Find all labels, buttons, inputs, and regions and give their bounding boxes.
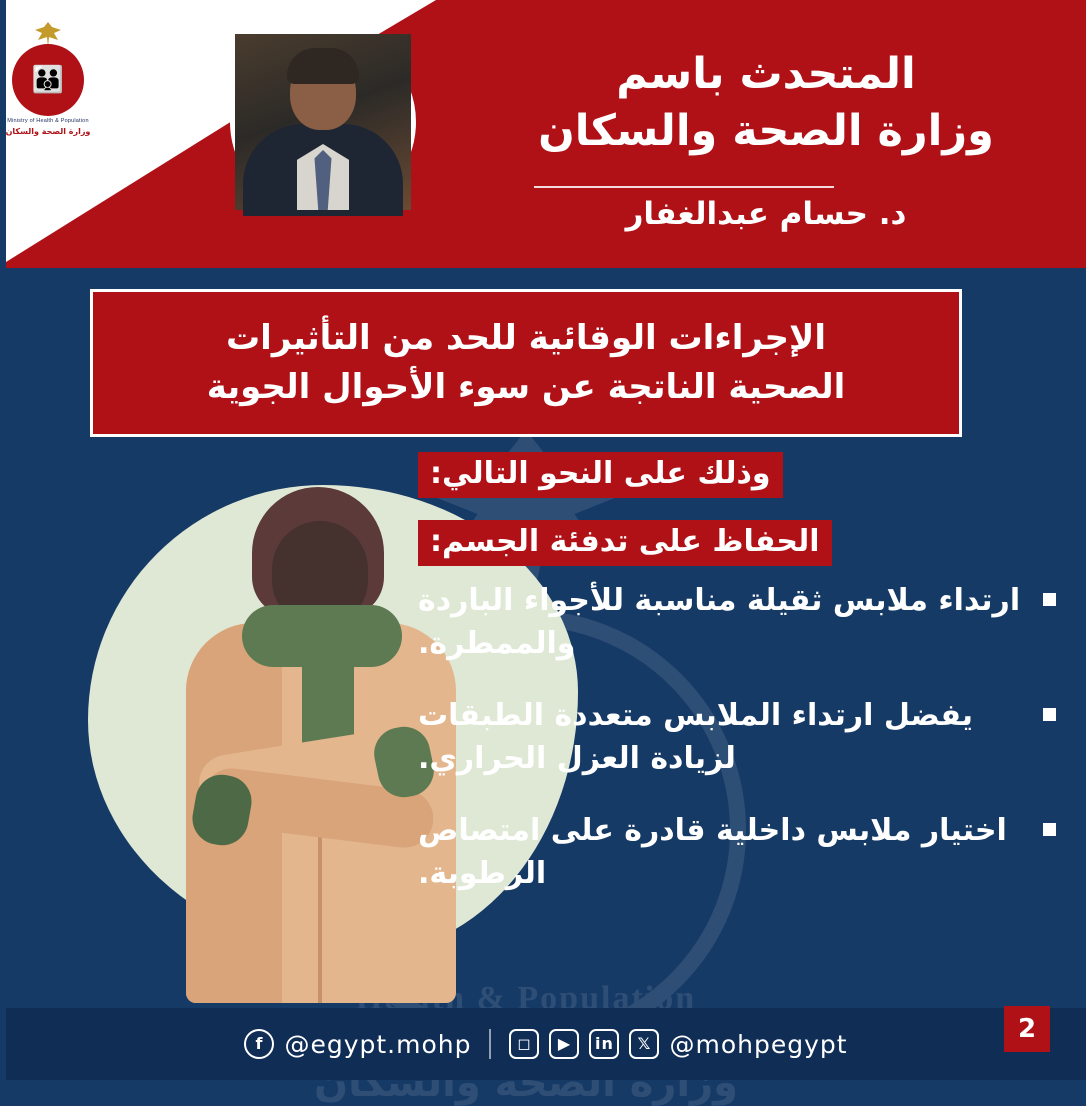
- advice-list: [418, 580, 1058, 896]
- section-tag-row: [418, 520, 1058, 566]
- header-banner: [6, 0, 1086, 268]
- page-title: [446, 46, 1086, 160]
- watermark-arabic-text: وزارة الصحة والسكان: [313, 1060, 739, 1106]
- family-glyph: 👪: [31, 65, 65, 95]
- headline-text: [179, 314, 874, 413]
- list-item-text: ارتداء ملابس ثقيلة مناسبة للأجواء الباردة والممطرة.: [418, 583, 1021, 661]
- headline-line2: الصحية الناتجة عن سوء الأحوال الجوية: [206, 367, 846, 407]
- footer-bar: [6, 1008, 1086, 1080]
- header-divider: [534, 186, 834, 188]
- headline-box: [90, 289, 962, 437]
- footer-divider: [489, 1029, 491, 1059]
- x-twitter-icon[interactable]: 𝕏: [629, 1029, 659, 1059]
- avatar: [230, 29, 416, 215]
- list-item: [418, 695, 1058, 780]
- list-item-text: اختيار ملابس داخلية قادرة على امتصاص الرطوبة.: [418, 813, 1007, 891]
- logo-english-text: Ministry of Health & Population: [7, 118, 89, 124]
- linkedin-icon[interactable]: in: [589, 1029, 619, 1059]
- watermark-english-text: Health & Population: [355, 980, 697, 1017]
- social-links: [244, 1029, 847, 1059]
- scarf: [242, 605, 402, 667]
- family-health-icon: [12, 44, 84, 116]
- headline-line1: الإجراءات الوقائية للحد من التأثيرات: [226, 317, 826, 358]
- facebook-icon[interactable]: f: [244, 1029, 274, 1059]
- section-tag: الحفاظ على تدفئة الجسم:: [418, 520, 832, 566]
- ministry-logo: [0, 22, 96, 142]
- bullet-square-icon: [1043, 823, 1056, 836]
- header-title-line1: المتحدث باسم: [616, 49, 916, 99]
- page-number-badge: 2: [1004, 1006, 1050, 1052]
- facebook-handle[interactable]: @egypt.mohp: [284, 1029, 472, 1059]
- intro-tag-row: [418, 452, 1058, 498]
- list-item: [418, 810, 1058, 895]
- other-handle[interactable]: @mohpegypt: [669, 1029, 848, 1059]
- portrait-hair: [287, 48, 359, 84]
- bullet-square-icon: [1043, 593, 1056, 606]
- header-title-line2: وزارة الصحة والسكان: [538, 105, 994, 156]
- list-item-text: يفضل ارتداء الملابس متعددة الطبقات لزيادة العزل الحراري.: [418, 698, 974, 776]
- intro-tag: وذلك على النحو التالي:: [418, 452, 783, 498]
- bullet-square-icon: [1043, 708, 1056, 721]
- header-subtitle: د. حسام عبدالغفار: [625, 196, 907, 232]
- instagram-icon[interactable]: ◻: [509, 1029, 539, 1059]
- logo-arabic-text: وزارة الصحة والسكان: [5, 127, 91, 136]
- list-item: [418, 580, 1058, 665]
- youtube-icon[interactable]: ▶: [549, 1029, 579, 1059]
- content-column: [418, 452, 1058, 926]
